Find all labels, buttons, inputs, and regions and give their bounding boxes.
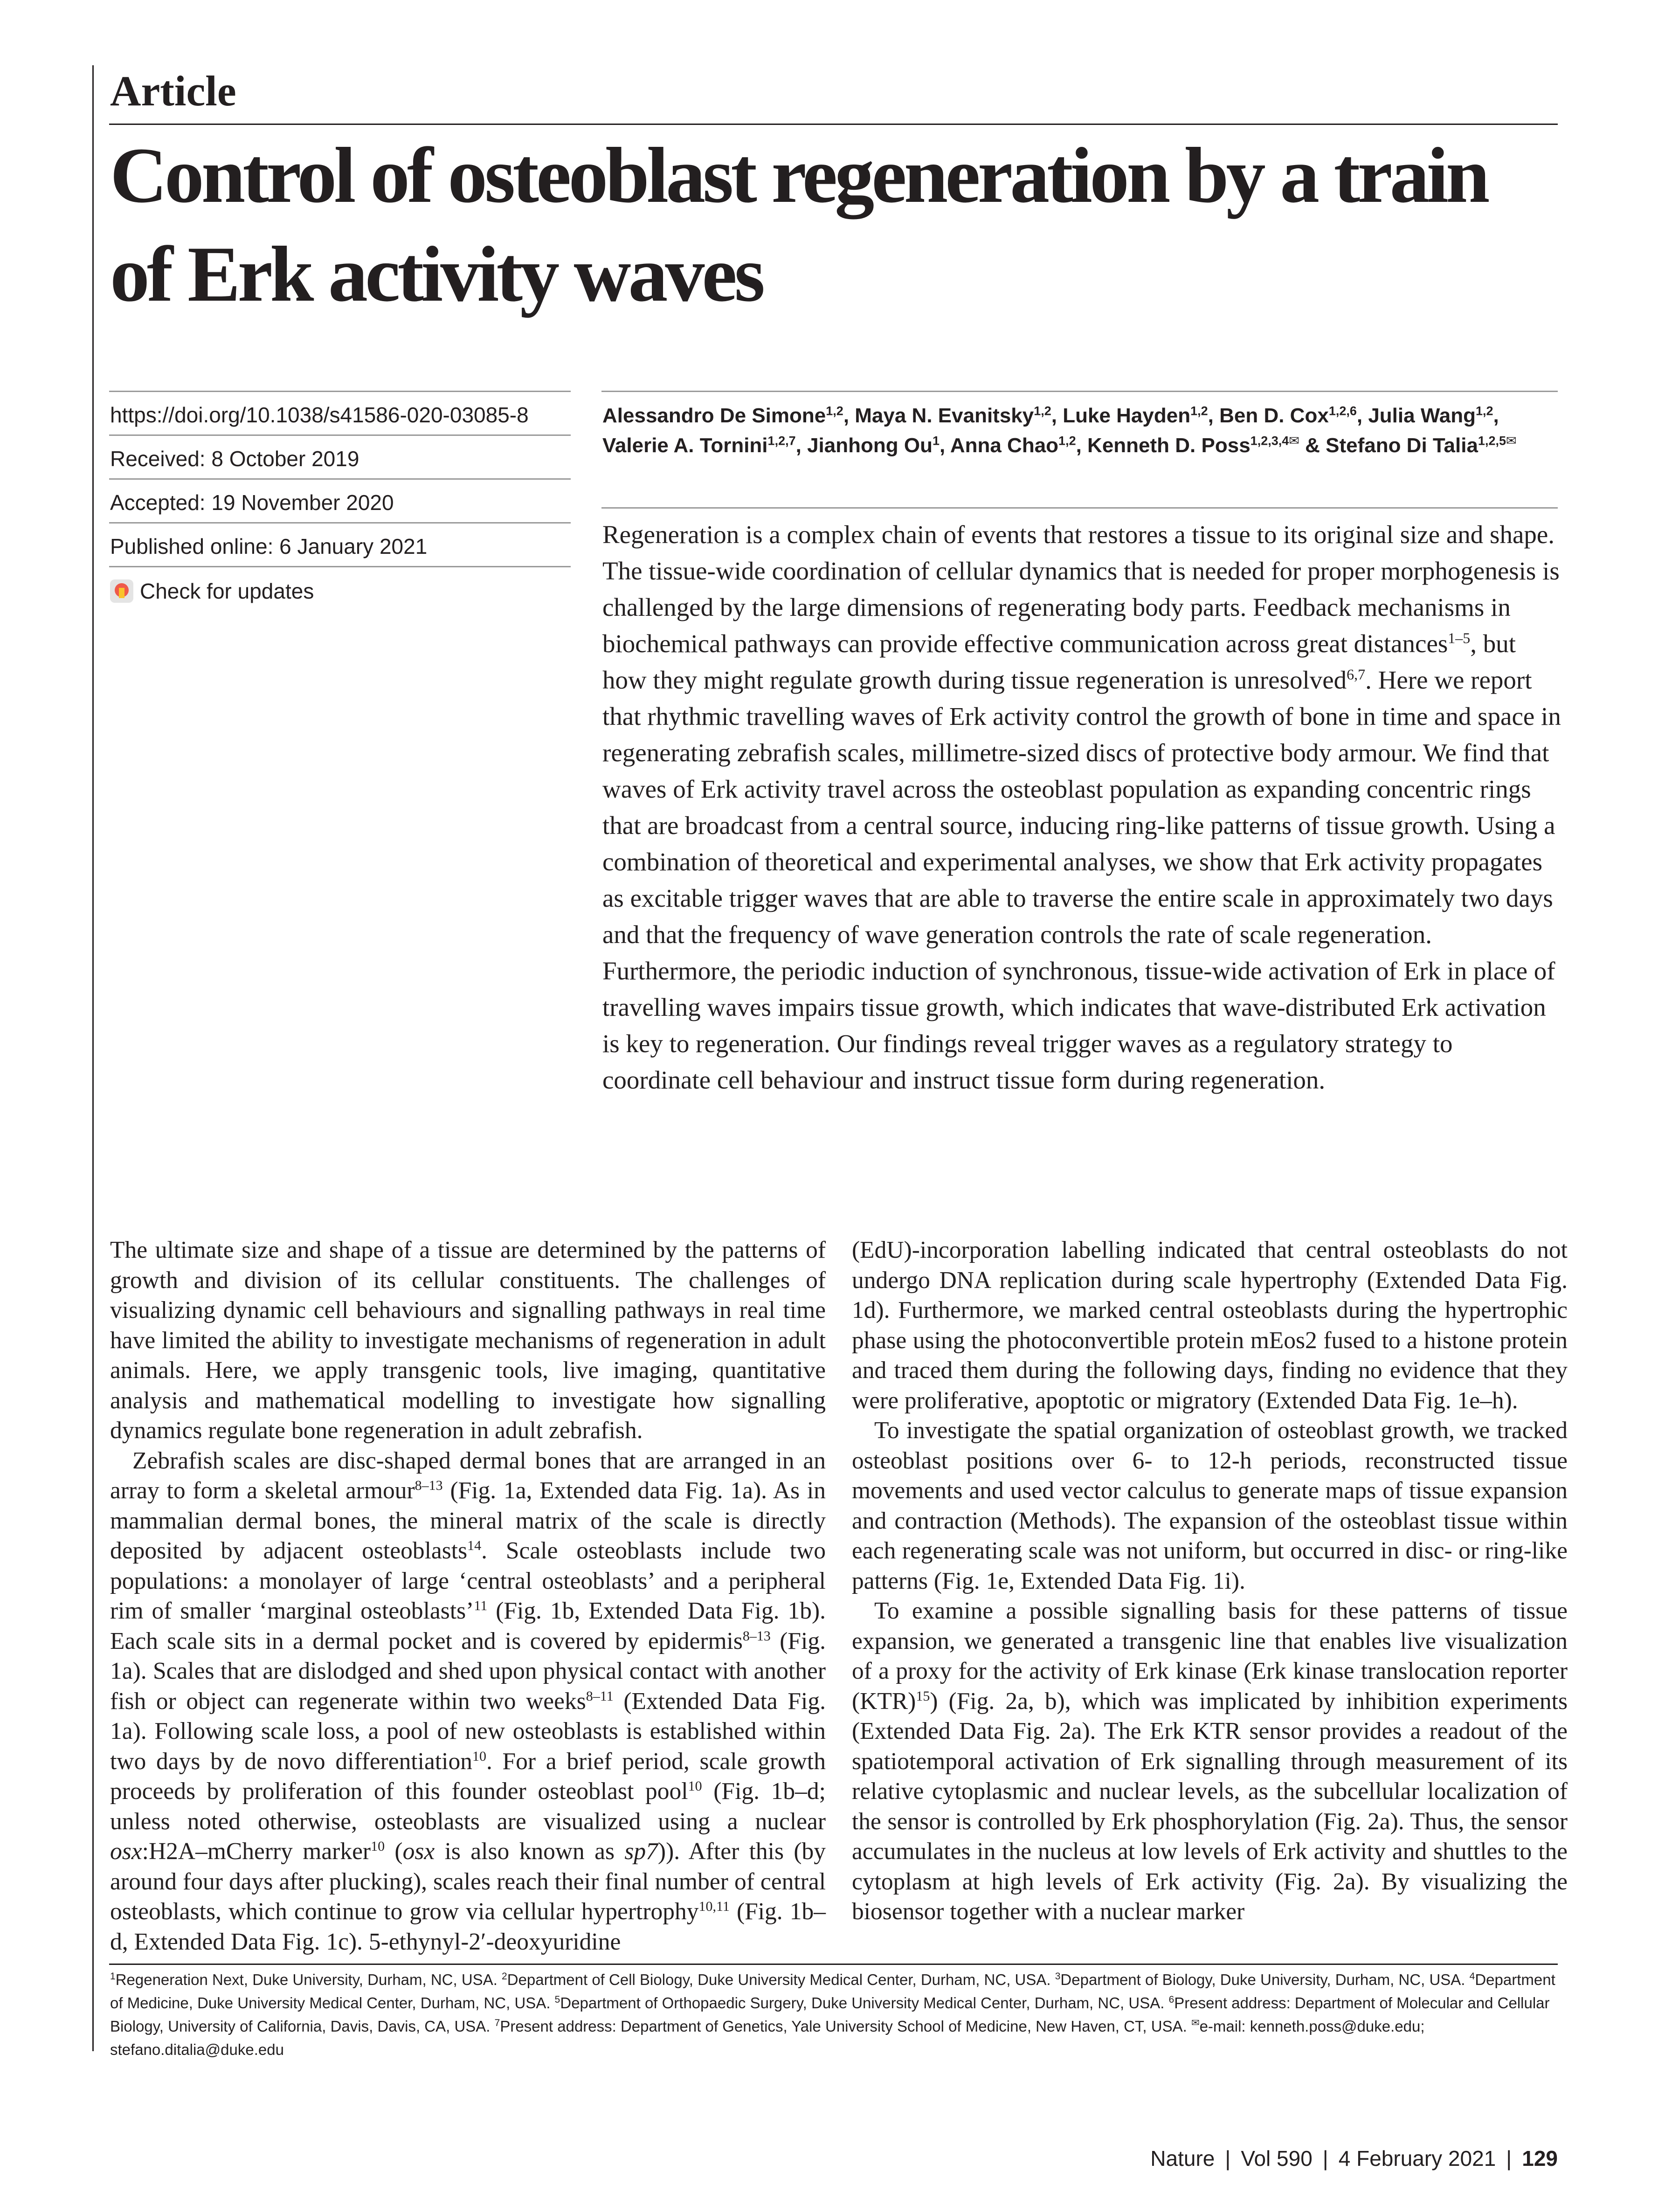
meta-rule [109,566,571,567]
author-name: Anna Chao [950,434,1059,457]
citation-superscript: 1 [110,1971,116,1982]
body-paragraph [852,1416,1568,1596]
citation-superscript: 10 [472,1748,486,1764]
text-run: The ultimate size and shape of a tissue are determined by the patterns of growth and division of its cellular constituents. The challenges of visualizing dynamic cell behaviours and signalling pathways in real time have limited the ability to investigate mechanisms of regeneration in adult animals. Here, we apply transgenic tools, live imaging, quantitative analysis and mathematical modelling to investigate how signalling dynamics regulate bone regeneration in adult zebrafish. [110,1237,826,1444]
body-column-right [852,1235,1568,1927]
author-separator: , [795,434,808,457]
citation-superscript: 10 [371,1838,385,1854]
author-affiliation-marks: 1,2,3,4✉ [1250,434,1299,448]
text-run: Department of Cell Biology, Duke University Medical Center, Durham, NC, USA. [507,1971,1055,1988]
citation-superscript: 6 [1168,1994,1174,2005]
author-affiliation-marks: 1,2 [1190,404,1208,418]
left-vertical-rule [92,65,94,2051]
text-run: (Fig. 1b, Extended Data Fig. 1b). Each scale sits in a dermal pocket and is covered by epidermis [110,1598,826,1654]
text-run: (Fig. 1a). Scales that are dislodged and shed upon physical contact with another fish or object can regenerate within two weeks [110,1627,826,1715]
author-affiliation-marks: 1 [932,434,940,448]
author-name: Maya N. Evanitsky [855,404,1034,427]
footnote-rule [109,1964,1558,1965]
meta-rule [109,391,571,392]
text-run: To examine a possible signalling basis for these patterns of tissue expansion, we generated a transgenic line that enables live visualization of a proxy for the activity of Erk kinase (Erk kinase translocation reporter (KTR) [852,1598,1568,1715]
text-run: (Extended Data Fig. 1a). Following scale loss, a pool of new osteoblasts is established within two days by de novo differentiation [110,1688,826,1775]
citation-superscript: 10 [688,1778,702,1794]
article-title: Control of osteoblast regeneration by a train of Erk activity waves [110,131,1487,318]
text-run: Department of Orthopaedic Surgery, Duke University Medical Center, Durham, NC, USA. [560,1994,1169,2012]
meta-rule [109,522,571,524]
author-affiliation-marks: 1,2 [826,404,843,418]
author-separator: & [1299,434,1326,457]
citation-superscript: 7 [494,2018,500,2028]
meta-rule [109,434,571,436]
issue-date: 4 February 2021 [1338,2146,1496,2171]
accepted-date: Accepted: 19 November 2020 [110,490,394,515]
citation-superscript: 11 [474,1598,488,1613]
text-run: (Fig. 1a, Extended data Fig. 1a). As in mammalian dermal bones, the mineral matrix of the scale is directly deposited by adjacent osteoblasts [110,1477,826,1564]
page-number: 129 [1522,2146,1558,2171]
header-rule [109,124,1558,125]
affiliation-footnotes [110,1968,1560,2061]
author-name: Stefano Di Talia [1326,434,1478,457]
author-list [602,401,1558,461]
body-paragraph [110,1446,826,1957]
text-run: ) (Fig. 2a, b), which was implicated by inhibition experiments (Extended Data Fig. 2a). The Erk KTR sensor provides a readout of the spatiotemporal activation of Erk signalling through measurement of its relative cytoplasmic and nuclear levels, as the subcellular localization of the sensor is controlled by Erk phosphorylation (Fig. 2a). Thus, the sensor accumulates in the nucleus at low levels of Erk activity and shuttles to the cytoplasm at high levels of Erk activity (Fig. 2a). By visualizing the biosensor together with a nuclear marker [852,1688,1568,1925]
text-run: , but how they might regulate growth during tissue regeneration is unresolved [602,629,1516,694]
citation-superscript: 3 [1055,1971,1061,1982]
author-separator: , [1356,404,1368,427]
text-run: is also known as [435,1838,625,1865]
citation-superscript: 8–13 [742,1628,771,1644]
citation-superscript: 6,7 [1347,666,1366,683]
text-run: ( [385,1838,403,1865]
body-paragraph [852,1596,1568,1927]
text-run: . For a brief period, scale growth proceeds by proliferation of this founder osteoblast pool [110,1748,826,1805]
abstract [602,517,1563,1098]
citation-superscript: ✉ [1191,2018,1200,2028]
authors-rule [601,391,1558,392]
text-run: )). After this (by around four days after plucking), scales reach their final number of central osteoblasts, which continue to grow via cellular hypertrophy [110,1838,826,1925]
article-type-label: Article [110,67,236,115]
citation-superscript: 10,11 [698,1898,730,1914]
text-run: . Scale osteoblasts include two populations: a monolayer of large ‘central osteoblasts’ and a peripheral rim of smaller ‘marginal osteoblasts’ [110,1537,826,1624]
text-run: (Fig. 1b–d, Extended Data Fig. 1c). 5-ethynyl-2′-deoxyuridine [110,1898,826,1955]
body-column-left [110,1235,826,1957]
text-run: (Fig. 1b–d; unless noted otherwise, osteoblasts are visualized using a nuclear [110,1778,826,1835]
text-run: To investigate the spatial organization of osteoblast growth, we tracked osteoblast positions over 6- to 12-h periods, reconstructed tissue movements and used vector calculus to generate maps of tissue expansion and contraction (Methods). The expansion of the osteoblast tissue within each regenerating scale was not uniform, but occurred in disc- or ring-like patterns (Fig. 1e, Extended Data Fig. 1i). [852,1417,1568,1594]
check-updates-icon [110,579,133,603]
text-run: Present address: Department of Genetics, Yale University School of Medicine, New Haven, CT, USA. [500,2018,1191,2035]
text-run: Department of Medicine, Duke University Medical Center, Durham, NC, USA. [110,1971,1555,2012]
author-separator: , [1208,404,1220,427]
citation-superscript: 8–11 [586,1688,614,1704]
body-paragraph [852,1235,1568,1416]
journal-name: Nature [1150,2146,1215,2171]
check-for-updates-label: Check for updates [140,579,314,603]
author-affiliation-marks: 1,2 [1475,404,1493,418]
published-date: Published online: 6 January 2021 [110,534,428,558]
doi-link[interactable]: https://doi.org/10.1038/s41586-020-03085-8 [110,403,529,427]
citation-superscript: 8–13 [415,1477,443,1493]
author-separator: , [1493,404,1499,427]
received-date: Received: 8 October 2019 [110,447,359,471]
text-run: :H2A–mCherry marker [142,1838,371,1865]
italic-term: sp7 [624,1838,658,1865]
citation-superscript: 5 [554,1994,560,2005]
author-name: Jianhong Ou [807,434,933,457]
body-paragraph [110,1235,826,1446]
author-affiliation-marks: 1,2,7 [767,434,796,448]
author-affiliation-marks: 1,2,5✉ [1478,434,1517,448]
text-run: (EdU)-incorporation labelling indicated that central osteoblasts do not undergo DNA replication during scale hypertrophy (Extended Data Fig. 1d). Furthermore, we marked central osteoblasts during the hypertrophic phase using the photoconvertible protein mEos2 fused to a histone protein and traced them during the following days, finding no evidence that they were proliferative, apoptotic or migratory (Extended Data Fig. 1e–h). [852,1237,1568,1414]
text-run: e-mail: kenneth.poss@duke.edu; stefano.ditalia@duke.edu [110,2018,1425,2058]
check-for-updates-button[interactable] [110,577,314,605]
text-run: . Here we report that rhythmic travelling waves of Erk activity control the growth of bone in time and space in regenerating zebrafish scales, millimetre-sized discs of protective body armour. We find that waves of Erk activity travel across the osteoblast population as expanding concentric rings that are broadcast from a central source, inducing ring-like patterns of tissue growth. Using a combination of theoretical and experimental analyses, we show that Erk activity propagates as excitable trigger waves that are able to traverse the entire scale in approximately two days and that the frequency of wave generation controls the rate of scale regeneration. Furthermore, the periodic induction of synchronous, tissue-wide activation of Erk in place of travelling waves impairs tissue growth, which indicates that wave-distributed Erk activation is key to regeneration. Our findings reveal trigger waves as a regulatory strategy to coordinate cell behaviour and instruct tissue form during regeneration. [602,666,1561,1094]
author-affiliation-marks: 1,2 [1058,434,1076,448]
author-separator: , [1076,434,1088,457]
volume-number: Vol 590 [1241,2146,1313,2171]
citation-superscript: 15 [916,1688,930,1704]
text-run: Department of Biology, Duke University, Durham, NC, USA. [1060,1971,1470,1988]
page-footer: Nature | Vol 590 | 4 February 2021 | 129 [1150,2146,1558,2171]
author-name: Valerie A. Tornini [602,434,768,457]
citation-superscript: 1–5 [1448,629,1471,647]
text-run: Present address: Department of Molecular and Cellular Biology, University of California, Davis, Davis, CA, USA. [110,1994,1550,2035]
author-affiliation-marks: 1,2,6 [1328,404,1357,418]
author-name: Ben D. Cox [1219,404,1329,427]
author-name: Alessandro De Simone [602,404,826,427]
author-name: Luke Hayden [1063,404,1191,427]
author-separator: , [843,404,855,427]
author-name: Kenneth D. Poss [1087,434,1250,457]
italic-term: osx [402,1838,435,1865]
abstract-rule [601,507,1558,509]
author-name: Julia Wang [1368,404,1476,427]
text-run: Regeneration is a complex chain of events that restores a tissue to its original size and shape. The tissue-wide coordination of cellular dynamics that is needed for proper morphogenesis is challenged by the large dimensions of regenerating body parts. Feedback mechanisms in biochemical pathways can provide effective communication across great distances [602,520,1560,658]
citation-superscript: 14 [467,1537,482,1553]
author-affiliation-marks: 1,2 [1034,404,1051,418]
citation-superscript: 2 [502,1971,507,1982]
text-run: Zebrafish scales are disc-shaped dermal bones that are arranged in an array to form a skeletal armour [110,1447,826,1504]
italic-term: osx [110,1838,142,1865]
citation-superscript: 4 [1469,1971,1475,1982]
author-separator: , [1051,404,1063,427]
text-run: Regeneration Next, Duke University, Durham, NC, USA. [115,1971,502,1988]
meta-rule [109,478,571,480]
author-separator: , [939,434,950,457]
